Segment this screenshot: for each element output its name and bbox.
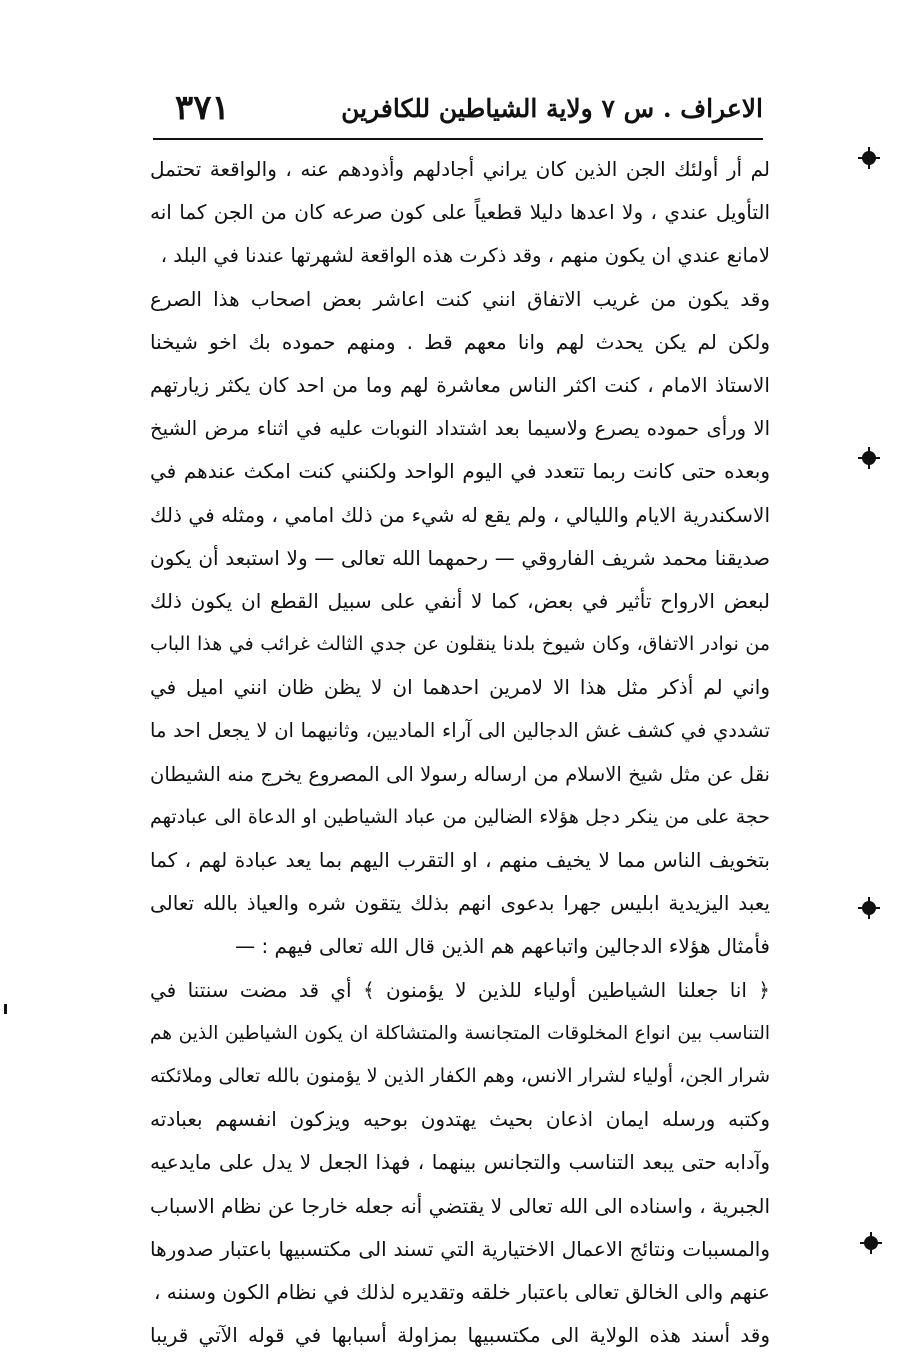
margin-mark-3-icon <box>862 901 876 915</box>
text-line: الاسكندرية الايام والليالي ، ولم يقع له شيء من ذلك امامي ، ومثله في ذلك <box>150 502 770 527</box>
text-line: لبعض الارواح تأثير في بعض، كما لا أنفي على سبيل القطع ان يكون ذلك <box>150 588 770 613</box>
text-line: حجة على من ينكر دجل هؤلاء الضالين من عباد الشياطين او الدعاة الى عبادتهم <box>150 805 770 828</box>
text-line: الا ورأى حموده يصرع ولاسيما بعد اشتداد النوبات عليه في اثناء مرض الشيخ <box>150 417 770 441</box>
text-line: ولكن لم يكن يحدث لهم وانا معهم قط . ومنهم حموده بك اخو شيخنا <box>150 329 770 354</box>
text-line: واني لم أذكر مثل هذا الا لامرين احدهما ان لا يظن ظان انني اميل في <box>150 675 770 700</box>
edge-mark-icon <box>4 1004 7 1014</box>
text-line: الاستاذ الامام ، كنت اكثر الناس معاشرة لهم وما من احد كان يكثر زيارتهم <box>150 372 770 397</box>
text-line: ﴿ انا جعلنا الشياطين أولياء للذين لا يؤمنون ﴾ أي قد مضت سنتنا في <box>150 977 770 1002</box>
margin-mark-4-icon <box>864 1236 878 1250</box>
text-line: وبعده حتى كانت ربما تتعدد في اليوم الواحد ولكنني كنت امكث عندهم في <box>150 459 770 484</box>
text-line: بتخويف الناس مما لا يخيف منهم ، او التقرب اليهم بما يعد عبادة لهم ، كما <box>150 848 770 872</box>
text-line: والمسببات ونتائج الاعمال الاختيارية التي تسند الى مكتسبيها باعتبار صدورها <box>150 1236 770 1261</box>
text-line: وقد يكون من غريب الاتفاق انني كنت اعاشر بعض اصحاب هذا الصرع <box>150 286 770 311</box>
text-line: وقد أسند هذه الولاية الى مكتسبيها بمزاولة أسبابها في قوله الآتي قريبا <box>150 1323 770 1348</box>
text-line: وكتبه ورسله ايمان اذعان بحيث يهتدون بوحيه ويزكون انفسهم بعبادته <box>150 1107 770 1132</box>
text-line: التأويل عندي ، ولا اعدها دليلا قطعياً على كون صرعه كان من الجن كما انه <box>150 200 770 225</box>
margin-mark-1-icon <box>862 151 876 165</box>
text-line: شرار الجن، أولياء لشرار الانس، وهم الكفار الذين لا يؤمنون بالله تعالى وملائكته <box>150 1064 770 1087</box>
text-line: لم أر أولئك الجن الذين كان يراني أجادلهم وأذودهم عنه ، والواقعة تحتمل <box>150 157 770 181</box>
text-line: صديقنا محمد شريف الفاروقي — رحمهما الله تعالى — ولا استبعد أن يكون <box>150 545 770 570</box>
body-text <box>150 148 770 1357</box>
margin-mark-2-icon <box>862 451 876 465</box>
text-line: تشددي في كشف غش الدجالين الى آراء الماديين، وثانيهما ان لا يجعل احد ما <box>150 719 770 743</box>
text-line: يعبد اليزيدية ابليس جهرا بدعوى انهم بذلك يتقون شره والعياذ بالله تعالى <box>150 891 770 916</box>
text-line: نقل عن مثل شيخ الاسلام من ارساله رسولا الى المصروع يخرج منه الشيطان <box>150 762 770 786</box>
text-line: فأمثال هؤلاء الدجالين واتباعهم هم الذين قال الله تعالى فيهم : — <box>235 934 770 959</box>
text-line: عنهم والى الخالق تعالى باعتبار خلقه وتقديره لذلك في نظام الكون وسننه ، <box>153 1279 770 1304</box>
text-line: الجبرية ، واسناده الى الله تعالى لا يقتضي أنه جعله خارجا عن نظام الاسباب <box>150 1193 770 1218</box>
header-title: الاعراف . س ٧ ولاية الشياطين للكافرين <box>341 94 763 123</box>
text-line: من نوادر الاتفاق، وكان شيوخ بلدنا ينقلون عن جدي الثالث غرائب في هذا الباب <box>150 633 770 656</box>
text-line: لامانع عندي ان يكون منهم ، وقد ذكرت هذه الواقعة لشهرتها عندنا في البلد ، <box>160 244 770 268</box>
running-header <box>153 88 763 140</box>
page-number: ٣٧١ <box>175 88 230 128</box>
text-line: التناسب بين انواع المخلوقات المتجانسة والمتشاكلة ان يكون الشياطين الذين هم <box>150 1022 770 1044</box>
text-line: وآدابه حتى يبعد التناسب والتجانس بينهما ، فهذا الجعل لا يدل على مايدعيه <box>150 1150 770 1175</box>
